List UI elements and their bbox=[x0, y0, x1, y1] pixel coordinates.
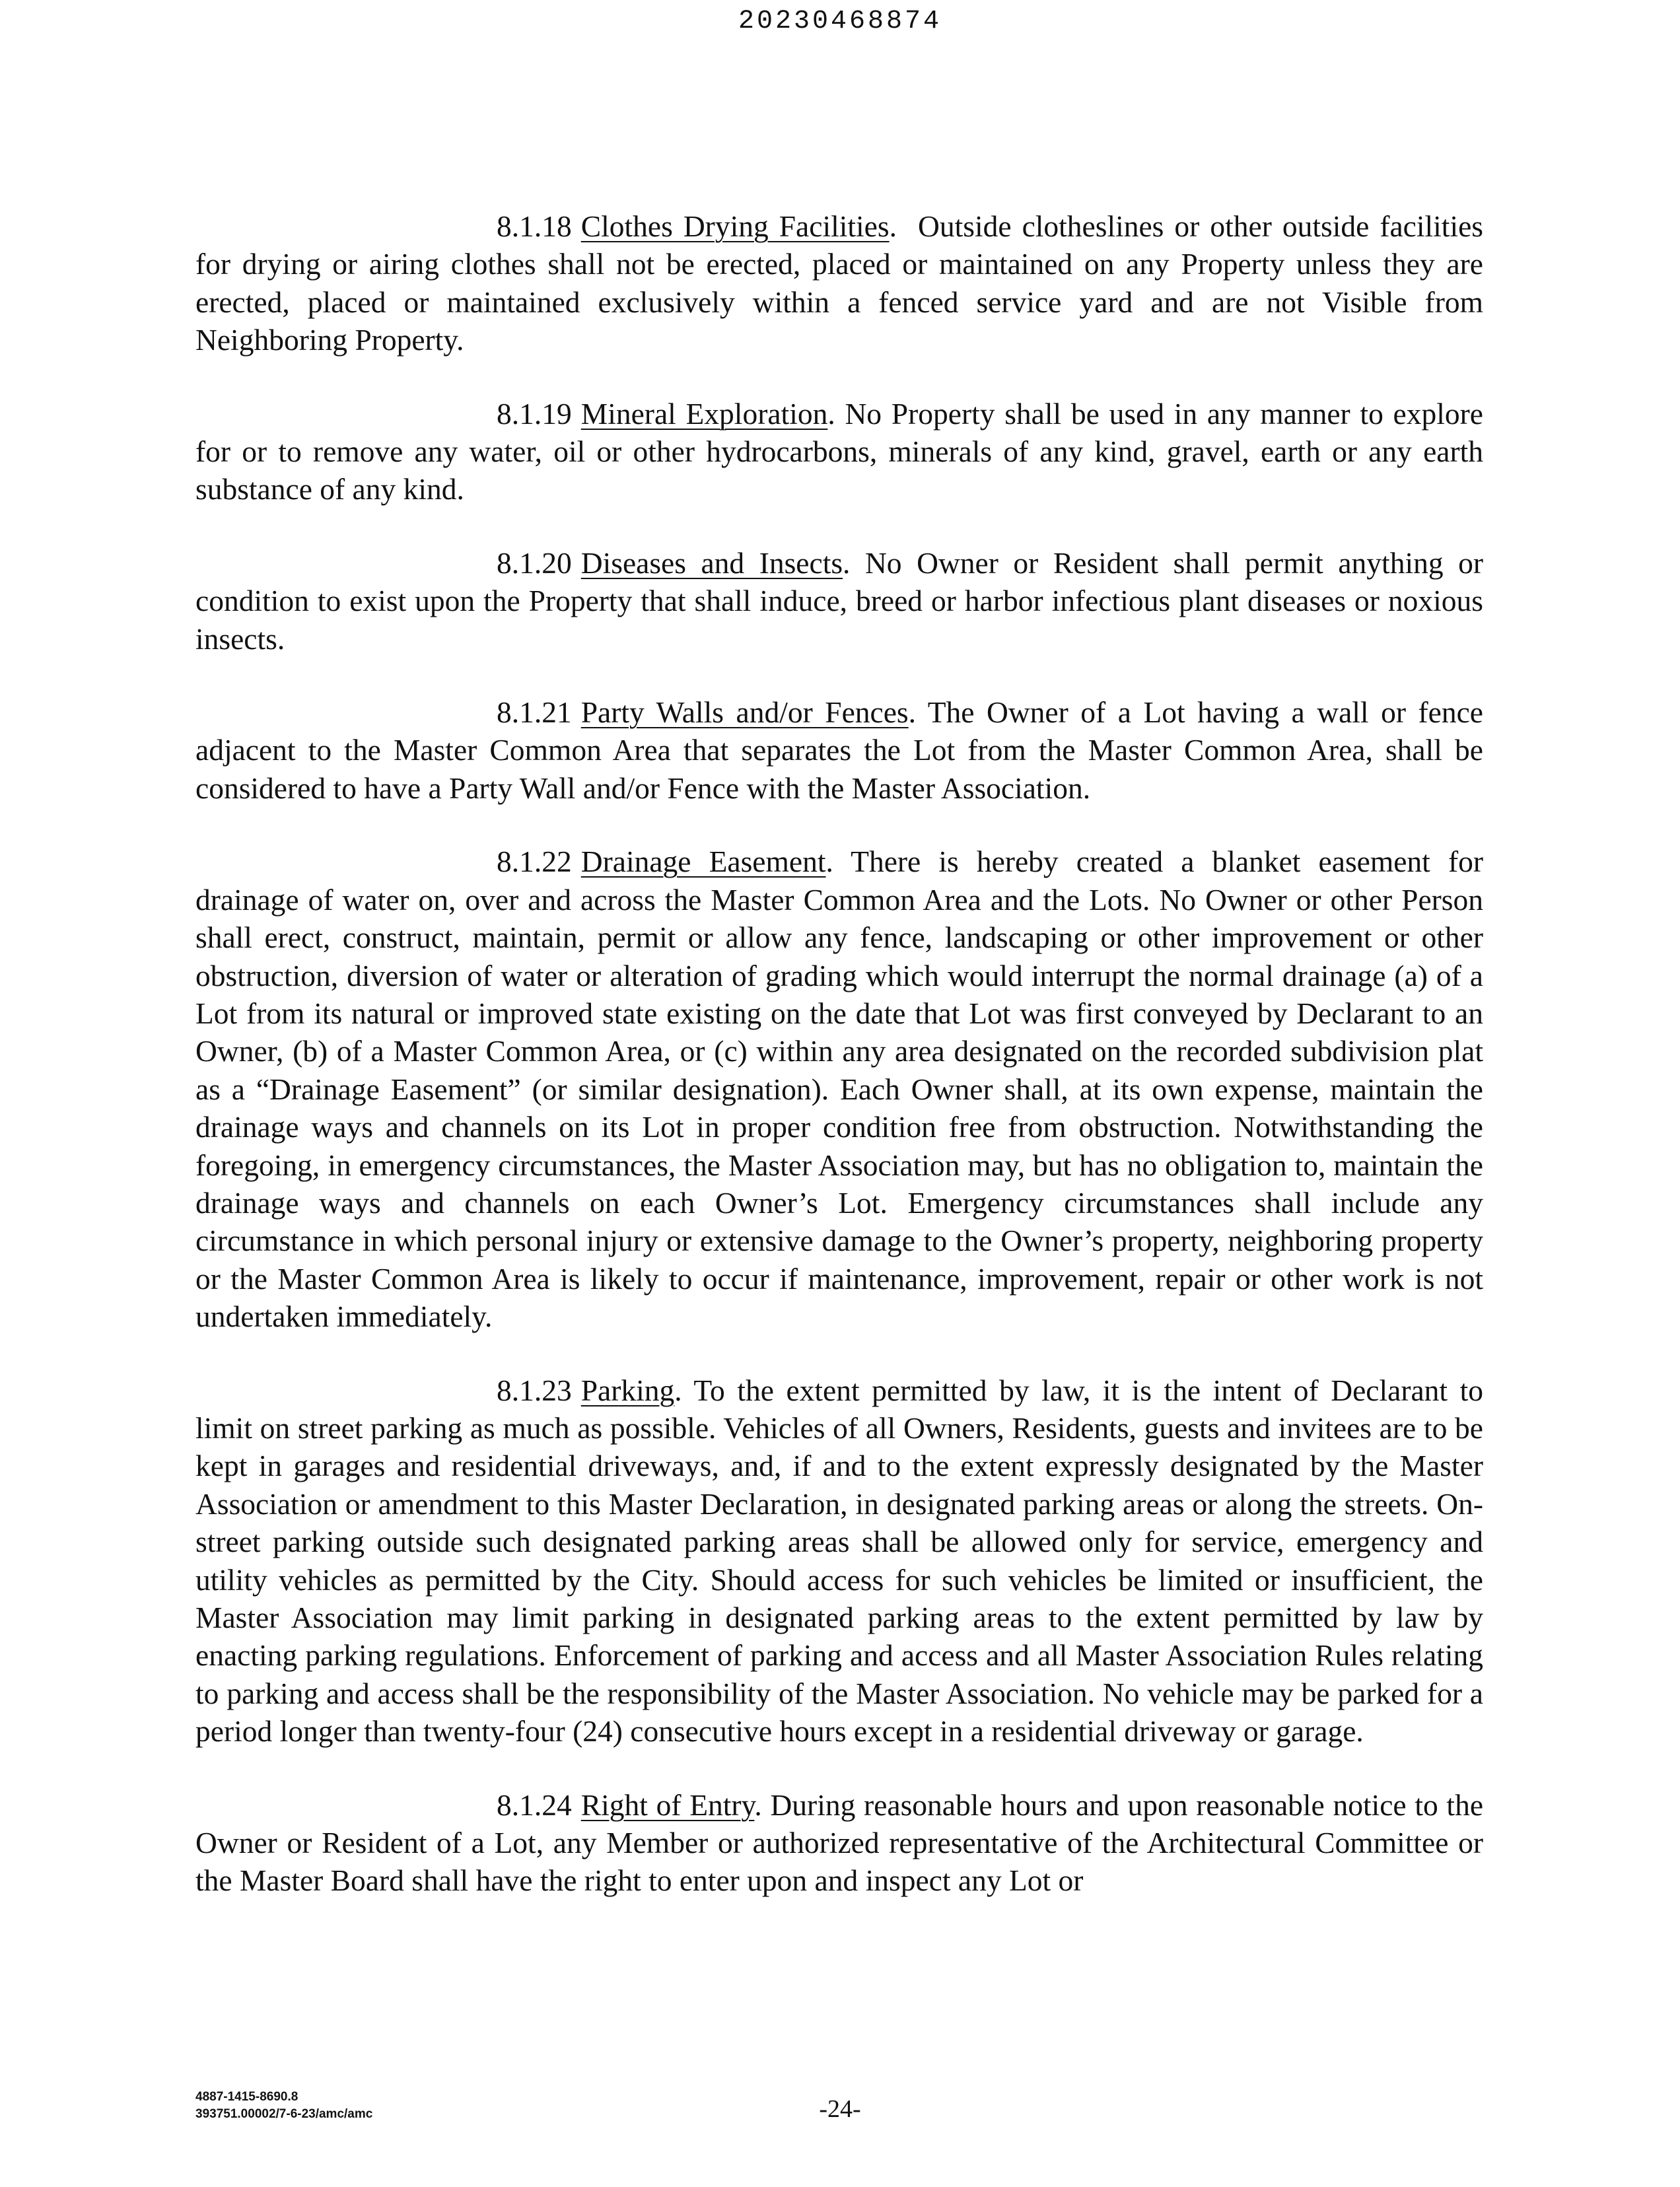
section-heading: Parking bbox=[580, 1373, 675, 1407]
section-heading: Party Walls and/or Fences bbox=[580, 695, 909, 730]
section-8-1-18: 8.1.18 Clothes Drying Facilities. Outside clotheslines or other outside facilities for drying or airing clothes shall not be erected, placed or maintained on any Property unless they are erected, placed or maintained exclusively within a fenced service yard and are not Visible from Neighboring Property. bbox=[195, 207, 1483, 359]
section-text: The Owner of a Lot having a wall or fence adjacent to the Master Common Area that separates the Lot from the Master Common Area, shall be considered to have a Party Wall and/or Fence with the Master Association. bbox=[195, 695, 1483, 805]
section-8-1-20: 8.1.20 Diseases and Insects. No Owner or Resident shall permit anything or condition to exist upon the Property that shall induce, breed or harbor infectious plant diseases or noxious insects. bbox=[195, 544, 1483, 658]
section-8-1-23: 8.1.23 Parking. To the extent permitted by law, it is the intent of Declarant to limit on street parking as much as possible. Vehicles of all Owners, Residents, guests and invitees are to be kept in garages and residential driveways, and, if and to the extent expressly designated by the Master Association or amendment to this Master Declaration, in designated parking areas or along the streets. On-street parking outside such designated parking areas shall be allowed only for service, emergency and utility vehicles as permitted by the City. Should access for such vehicles be limited or insufficient, the Master Association may limit parking in designated parking areas to the extent permitted by law by enacting parking regulations. Enforcement of parking and access and all Master Association Rules relating to parking and access shall be the responsibility of the Master Association. No vehicle may be parked for a period longer than twenty-four (24) consecutive hours except in a residential driveway or garage. bbox=[195, 1371, 1483, 1751]
section-number: 8.1.21 bbox=[497, 695, 572, 730]
section-8-1-24: 8.1.24 Right of Entry. During reasonable hours and upon reasonable notice to the Owner or Resident of a Lot, any Member or authorized representative of the Architectural Committee or the Master Board shall have the right to enter upon and inspect any Lot or bbox=[195, 1786, 1483, 1900]
section-heading: Drainage Easement bbox=[580, 845, 826, 879]
section-number: 8.1.20 bbox=[497, 545, 572, 580]
section-number: 8.1.23 bbox=[497, 1373, 572, 1407]
section-heading: Right of Entry bbox=[580, 1788, 755, 1822]
section-number: 8.1.18 bbox=[497, 209, 572, 243]
section-8-1-21: 8.1.21 Party Walls and/or Fences. The Owner of a Lot having a wall or fence adjacent to the Master Common Area that separates the Lot from the Master Common Area, shall be considered to have a Party Wall and/or Fence with the Master Association. bbox=[195, 693, 1483, 807]
section-heading: Diseases and Insects bbox=[580, 545, 843, 580]
page-number: -24- bbox=[819, 2095, 861, 2123]
footer-line-1: 4887-1415-8690.8 bbox=[195, 2090, 298, 2104]
section-8-1-19: 8.1.19 Mineral Exploration. No Property shall be used in any manner to explore for or to remove any water, oil or other hydrocarbons, minerals of any kind, gravel, earth or any earth substance of any kind. bbox=[195, 395, 1483, 508]
section-text: To the extent permitted by law, it is the intent of Declarant to limit on street parking as much as possible. Vehicles of all Owners, Residents, guests and invitees are to be kept in garages and residential driveways, and, if and to the extent expressly designated by the Master Association or amendment to this Master Declaration, in designated parking areas or along the streets. On-street parking outside such designated parking areas shall be allowed only for service, emergency and utility vehicles as permitted by the City. Should access for such vehicles be limited or insufficient, the Master Association may limit parking in designated parking areas to the extent permitted by law by enacting parking regulations. Enforcement of parking and access and all Master Association Rules relating to parking and access shall be the responsibility of the Master Association. No vehicle may be parked for a period longer than twenty-four (24) consecutive hours except in a residential driveway or garage. bbox=[195, 1373, 1483, 1749]
section-number: 8.1.19 bbox=[497, 396, 572, 431]
section-heading: Clothes Drying Facilities bbox=[580, 209, 890, 243]
section-text: During reasonable hours and upon reasonable notice to the Owner or Resident of a Lot, any Member or authorized representative of the Architectural Committee or the Master Board shall have the right to enter upon and inspect any Lot or bbox=[195, 1788, 1484, 1898]
section-number: 8.1.24 bbox=[497, 1788, 572, 1822]
recording-number: 20230468874 bbox=[738, 7, 942, 36]
section-heading: Mineral Exploration bbox=[580, 396, 828, 431]
section-text: Outside clotheslines or other outside facilities for drying or airing clothes shall not be erected, placed or maintained on any Property unless they are erected, placed or maintained exclusively within a fenced service yard and are not Visible from Neighboring Property. bbox=[195, 209, 1483, 357]
section-number: 8.1.22 bbox=[497, 845, 572, 879]
section-text: There is hereby created a blanket easement for drainage of water on, over and across the Master Common Area and the Lots. No Owner or other Person shall erect, construct, maintain, permit or allow any fence, landscaping or other improvement or other obstruction, diversion of water or alteration of grading which would interrupt the normal drainage (a) of a Lot from its natural or improved state existing on the date that Lot was first conveyed by Declarant to an Owner, (b) of a Master Common Area, or (c) within any area designated on the recorded subdivision plat as a “Drainage Easement” (or similar designation). Each Owner shall, at its own expense, maintain the drainage ways and channels on its Lot in proper condition free from obstruction. Notwithstanding the foregoing, in emergency circumstances, the Master Association may, but has no obligation to, maintain the drainage ways and channels on each Owner’s Lot. Emergency circumstances shall include any circumstance in which personal injury or extensive damage to the Owner’s property, neighboring property or the Master Common Area is likely to occur if maintenance, improvement, repair or other work is not undertaken immediately. bbox=[195, 845, 1484, 1334]
document-body bbox=[195, 207, 1483, 1935]
section-text: No Property shall be used in any manner to explore for or to remove any water, oil or other hydrocarbons, minerals of any kind, gravel, earth or any earth substance of any kind. bbox=[195, 396, 1483, 506]
section-text: No Owner or Resident shall permit anything or condition to exist upon the Property that shall induce, breed or harbor infectious plant diseases or noxious insects. bbox=[195, 545, 1484, 656]
section-8-1-22: 8.1.22 Drainage Easement. There is hereby created a blanket easement for drainage of water on, over and across the Master Common Area and the Lots. No Owner or other Person shall erect, construct, maintain, permit or allow any fence, landscaping or other improvement or other obstruction, diversion of water or alteration of grading which would interrupt the normal drainage (a) of a Lot from its natural or improved state existing on the date that Lot was first conveyed by Declarant to an Owner, (b) of a Master Common Area, or (c) within any area designated on the recorded subdivision plat as a “Drainage Easement” (or similar designation). Each Owner shall, at its own expense, maintain the drainage ways and channels on its Lot in proper condition free from obstruction. Notwithstanding the foregoing, in emergency circumstances, the Master Association may, but has no obligation to, maintain the drainage ways and channels on each Owner’s Lot. Emergency circumstances shall include any circumstance in which personal injury or extensive damage to the Owner’s property, neighboring property or the Master Common Area is likely to occur if maintenance, improvement, repair or other work is not undertaken immediately. bbox=[195, 843, 1483, 1335]
footer-line-2: 393751.00002/7-6-23/amc/amc bbox=[195, 2107, 373, 2121]
